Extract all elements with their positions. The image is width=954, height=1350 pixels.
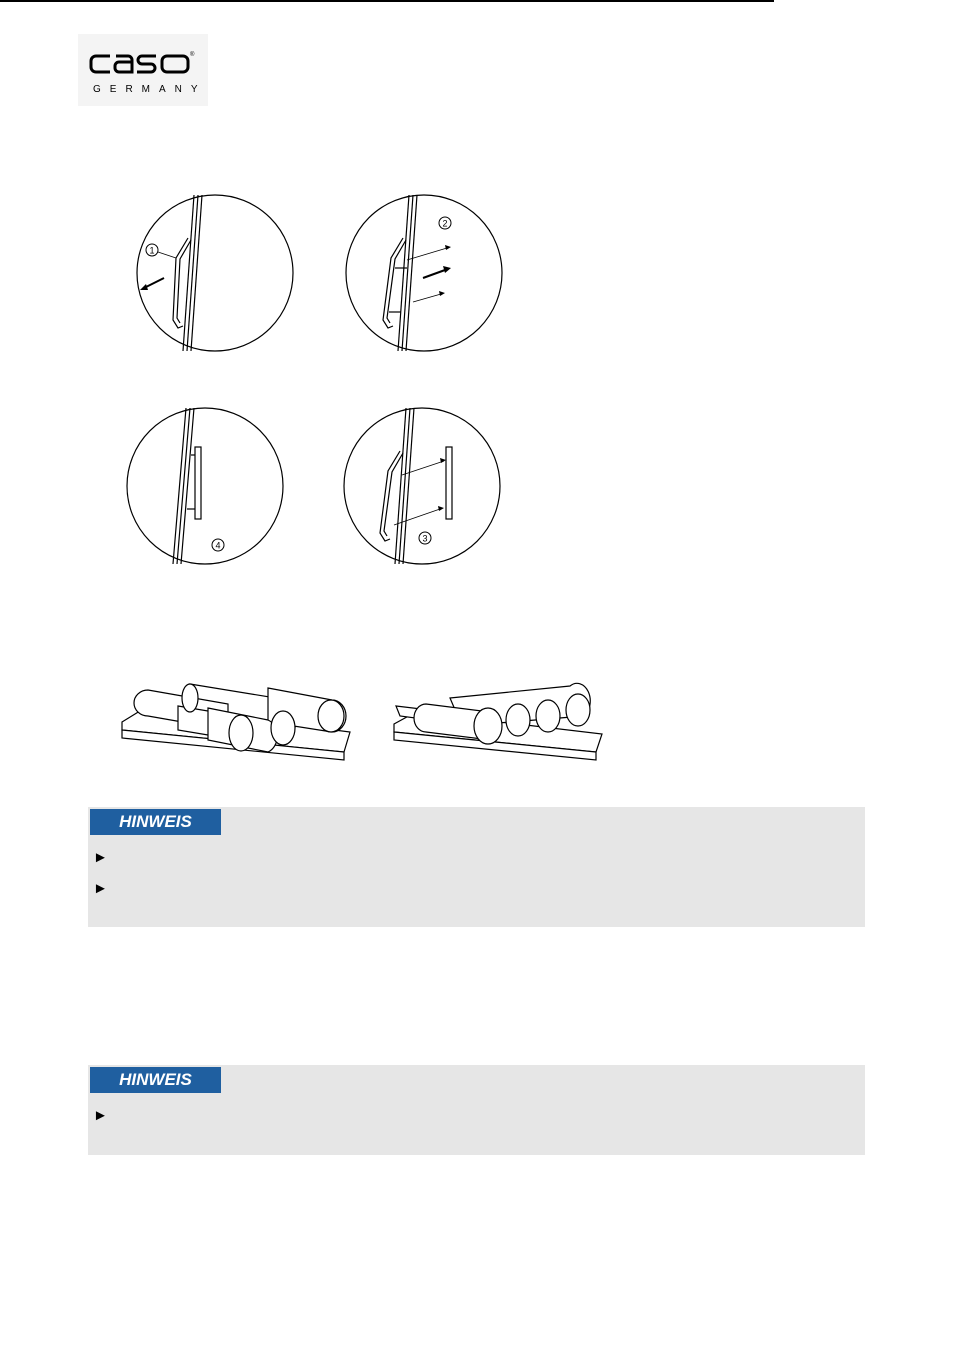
- callout-1: 1: [149, 245, 155, 256]
- brand-subtitle: GERMANY: [93, 84, 207, 95]
- brand-logo: [78, 34, 208, 106]
- bottle-shelf-figure-2: [390, 660, 606, 768]
- bullet-arrow-icon: ►: [93, 1107, 108, 1124]
- door-handle-figure-2: [345, 190, 515, 360]
- door-handle-figure-3: [340, 403, 510, 573]
- callout-4: 4: [215, 540, 221, 551]
- note-box-1: [88, 807, 865, 927]
- note-label: HINWEIS: [90, 1067, 221, 1093]
- bullet-arrow-icon: ►: [93, 880, 108, 897]
- footer-rule: [0, 1, 774, 2]
- callout-2: 2: [442, 218, 448, 229]
- door-handle-figure-4: [125, 403, 295, 573]
- svg-text:®: ®: [190, 52, 195, 58]
- callout-3: 3: [422, 533, 428, 544]
- note-label: HINWEIS: [90, 809, 221, 835]
- door-handle-figure-1: [130, 190, 300, 360]
- bullet-arrow-icon: ►: [93, 849, 108, 866]
- bottle-shelf-figure-1: [118, 660, 354, 768]
- note-box-2: [88, 1065, 865, 1155]
